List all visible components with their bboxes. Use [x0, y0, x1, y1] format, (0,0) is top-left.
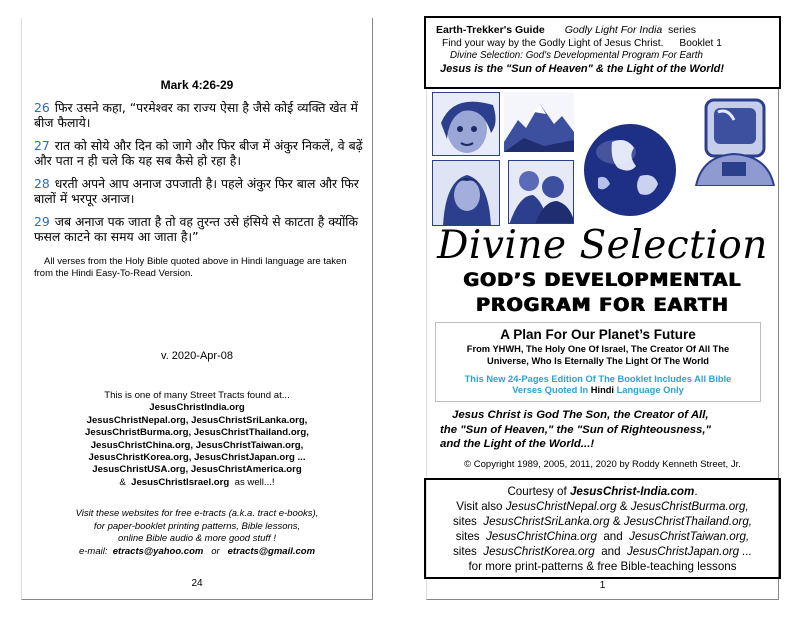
visit-line: Visit these websites for free e-tracts (a.k.a. tract e-books),	[75, 508, 319, 519]
series-word: series	[668, 24, 697, 36]
verse-number: 26	[34, 100, 50, 115]
verse-text: जब अनाज पक जाता है तो वह तुरन्त उसे हंसिये से काटता है क्योंकि फसल काटने का समय आ जाता है।”	[34, 214, 359, 244]
site-link[interactable]: JesusChristUSA.org, JesusChristAmerica.org	[92, 464, 302, 476]
page-number: 1	[599, 580, 606, 591]
site-link[interactable]: JesusChristBurma.org, JesusChristThailand.org,	[85, 427, 309, 439]
plan-title: A Plan For Our Planet’s Future	[500, 327, 696, 342]
site-link[interactable]: JesusChristNepal.org, JesusChristSriLanka.org,	[86, 414, 308, 426]
series-name: Godly Light For India	[564, 24, 663, 36]
plan-subtitle: Universe, Who Is Eternally The Light Of The World	[487, 356, 709, 366]
left-page	[21, 18, 373, 600]
woman-portrait-image	[432, 160, 500, 226]
earth-globe-image	[582, 122, 678, 218]
visit-line: online Bible audio & more good stuff !	[118, 533, 276, 544]
courtesy-footer: for more print-patterns & free Bible-teaching lessons	[468, 560, 737, 573]
edition-line: Verses Quoted In	[512, 385, 589, 395]
verse-28	[34, 176, 364, 206]
courtesy-prefix: Courtesy of	[507, 485, 567, 498]
visit-line: for paper-booklet printing patterns, Bible lessons,	[93, 520, 301, 532]
site-link[interactable]: JesusChristChina.org, JesusChristTaiwan.org,	[90, 439, 304, 451]
text: sites	[452, 545, 477, 558]
verse-list	[34, 100, 364, 252]
plan-subtitle: From YHWH, The Holy One Of Israel, The Creator Of All The	[466, 344, 730, 354]
email-link[interactable]: etracts@gmail.com	[227, 545, 316, 557]
visit-info	[22, 508, 372, 558]
tracts-intro: This is one of many Street Tracts found at...	[104, 390, 290, 401]
site-link[interactable]: JesusChristIndia.org	[149, 402, 245, 414]
mountains-image	[504, 92, 574, 152]
site-link[interactable]: JesusChristBurma.org,	[630, 500, 749, 513]
verse-number: 28	[34, 176, 50, 191]
header-subtitle: Divine Selection: God's Developmental Program For Earth	[450, 50, 703, 61]
cover-title-script: Divine Selection	[437, 223, 768, 268]
site-link[interactable]: JesusChristIsrael.org	[131, 476, 230, 488]
site-link[interactable]: JesusChristTaiwan.org,	[629, 530, 750, 543]
text: &	[619, 500, 628, 513]
site-link[interactable]: JesusChristKorea.org, JesusChristJapan.org ...	[88, 452, 306, 464]
verse-text: रात को सोये और दिन को जागे और फिर बीज में अंकुर निकलें, वे बढ़ें और पता न ही चले कि यह सब कैसे हो रहा है।	[34, 138, 363, 168]
tagline: Find your way by the Godly Light of Jesus Christ.	[442, 38, 664, 49]
courtesy-site-link[interactable]: JesusChrist-India.com	[569, 485, 695, 498]
site-link[interactable]: JesusChristSriLanka.org	[483, 515, 610, 528]
website-list	[22, 390, 372, 489]
copyright-notice: © Copyright 1989, 2005, 2011, 2020 by Roddy Kenneth Street, Jr.	[464, 459, 741, 470]
verse-number: 29	[34, 214, 50, 229]
edition-line: Language Only	[616, 385, 684, 395]
verse-text: धरती अपने आप अनाज उपजाती है। पहले अंकुर फिर बाल और फिर बालों में भरपूर अनाज।	[34, 176, 359, 206]
version-label: v. 2020-Apr-08	[161, 350, 233, 362]
site-link[interactable]: JesusChristThailand.org,	[623, 515, 753, 528]
cover-image-collage	[430, 88, 778, 228]
courtesy-box	[424, 478, 781, 579]
text: sites	[452, 515, 477, 528]
text: sites	[455, 530, 480, 543]
email-link[interactable]: etracts@yahoo.com	[112, 545, 204, 557]
cover-title-block	[426, 268, 779, 318]
child-portrait-image	[432, 92, 500, 156]
site-link[interactable]: JesusChristChina.org	[486, 530, 597, 543]
edition-line: This New 24-Pages Edition Of The Booklet Includes All Bible	[464, 374, 732, 384]
email-label: e-mail:	[78, 545, 108, 557]
period: .	[694, 485, 698, 498]
verse-27	[34, 138, 364, 168]
text: &	[612, 515, 621, 528]
edition-language: Hindi	[590, 385, 615, 395]
title-line: GOD’S DEVELOPMENTAL	[463, 269, 742, 291]
verse-26	[34, 100, 364, 130]
translation-note: All verses from the Holy Bible quoted above in Hindi language are taken from the Hindi Easy-To-Read Version.	[34, 256, 347, 279]
verse-text: फिर उसने कहा, “परमेश्वर का राज्य ऐसा है जैसे कोई व्यक्ति खेत में बीज फैलाये।	[34, 100, 358, 130]
text: and	[603, 530, 623, 543]
verse-29	[34, 214, 364, 244]
brand-title: Earth-Trekker's Guide	[436, 24, 545, 36]
booklet-number: Booklet 1	[679, 38, 722, 49]
plan-box	[435, 322, 761, 402]
astronaut-image	[692, 90, 776, 186]
email-or: or	[211, 545, 220, 557]
ampersand: &	[119, 476, 126, 488]
edition-note	[436, 374, 760, 396]
text: and	[601, 545, 621, 558]
statement-line: and the Light of the World...!	[440, 438, 595, 450]
header-motto: Jesus is the "Sun of Heaven" & the Light of the World!	[440, 63, 725, 75]
page-number: 24	[191, 578, 203, 589]
verse-number: 27	[34, 138, 50, 153]
email-line	[22, 546, 372, 559]
site-link[interactable]: JesusChristKorea.org	[483, 545, 595, 558]
text: Visit also	[456, 500, 503, 513]
jesus-statement	[440, 408, 775, 452]
scripture-reference: Mark 4:26-29	[160, 78, 234, 92]
statement-line: Jesus Christ is God The Son, the Creator of All,	[452, 409, 709, 421]
as-well-text: as well...!	[234, 476, 275, 488]
title-line: PROGRAM FOR EARTH	[476, 294, 729, 316]
site-link[interactable]: JesusChristNepal.org	[505, 500, 617, 513]
site-link[interactable]: JesusChristJapan.org ...	[627, 545, 753, 558]
booklet-header	[424, 16, 781, 89]
people-group-image	[508, 160, 574, 224]
statement-line: the "Sun of Heaven," the "Sun of Righteousness,"	[440, 423, 711, 436]
